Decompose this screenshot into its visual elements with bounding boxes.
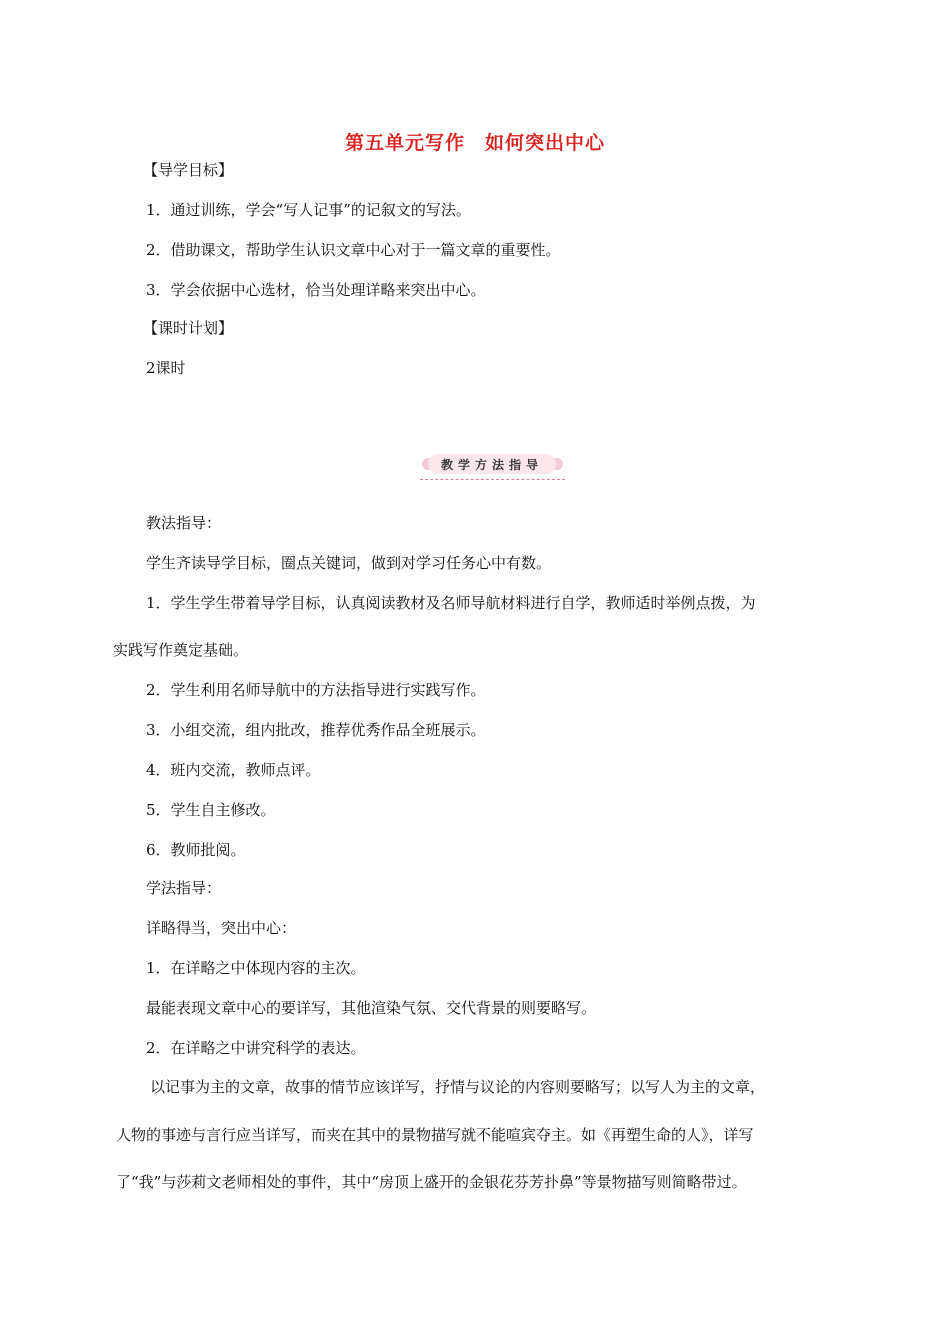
learning-heading: 学法指导： <box>146 879 222 897</box>
teaching-item-6: 6．教师批阅。 <box>146 841 246 859</box>
goals-heading: 【导学目标】 <box>143 161 234 179</box>
learning-point-2: 2．在详略之中讲究科学的表达。 <box>146 1039 366 1057</box>
learning-paragraph-line-3: 了“我”与莎莉文老师相处的事件，其中“房顶上盛开的金银花芬芳扑鼻”等景物描写则简略带过。 <box>116 1173 747 1191</box>
learning-point-1-text: 最能表现文章中心的要详写，其他渲染气氛、交代背景的则要略写。 <box>146 999 597 1017</box>
learning-paragraph-line-1: 以记事为主的文章，故事的情节应该详写，抒情与议论的内容则要略写；以写人为主的文章， <box>150 1078 766 1096</box>
goal-item-3: 3．学会依据中心选材，恰当处理详略来突出中心。 <box>146 281 486 299</box>
learning-paragraph-line-2: 人物的事迹与言行应当详写，而夹在其中的景物描写就不能喧宾夺主。如《再塑生命的人》，详写 <box>116 1126 754 1144</box>
plan-heading: 【课时计划】 <box>143 319 234 337</box>
teaching-heading: 教法指导： <box>146 514 222 532</box>
learning-point-1: 1．在详略之中体现内容的主次。 <box>146 959 366 977</box>
teaching-item-4: 4．班内交流，教师点评。 <box>146 761 321 779</box>
badge-label: 教学方法指导 <box>428 454 556 474</box>
teaching-item-3: 3．小组交流，组内批改，推荐优秀作品全班展示。 <box>146 721 486 739</box>
teaching-intro: 学生齐读导学目标，圈点关键词，做到对学习任务心中有数。 <box>146 554 552 572</box>
teaching-item-1-line-1: 1．学生学生带着导学目标，认真阅读教材及名师导航材料进行自学，教师适时举例点拨，为 <box>146 594 756 612</box>
goal-item-1: 1．通过训练，学会“写人记事”的记叙文的写法。 <box>146 201 471 219</box>
teaching-item-5: 5．学生自主修改。 <box>146 801 276 819</box>
teaching-item-2: 2．学生利用名师导航中的方法指导进行实践写作。 <box>146 681 486 699</box>
teaching-item-1-line-2: 实践写作奠定基础。 <box>113 641 249 659</box>
page-title: 第五单元写作 如何突出中心 <box>344 132 605 154</box>
section-badge <box>420 452 565 480</box>
goal-item-2: 2．借助课文，帮助学生认识文章中心对于一篇文章的重要性。 <box>146 241 561 259</box>
plan-value: 2课时 <box>146 359 186 377</box>
badge-underline <box>420 479 565 480</box>
learning-subheading: 详略得当，突出中心： <box>146 919 297 937</box>
